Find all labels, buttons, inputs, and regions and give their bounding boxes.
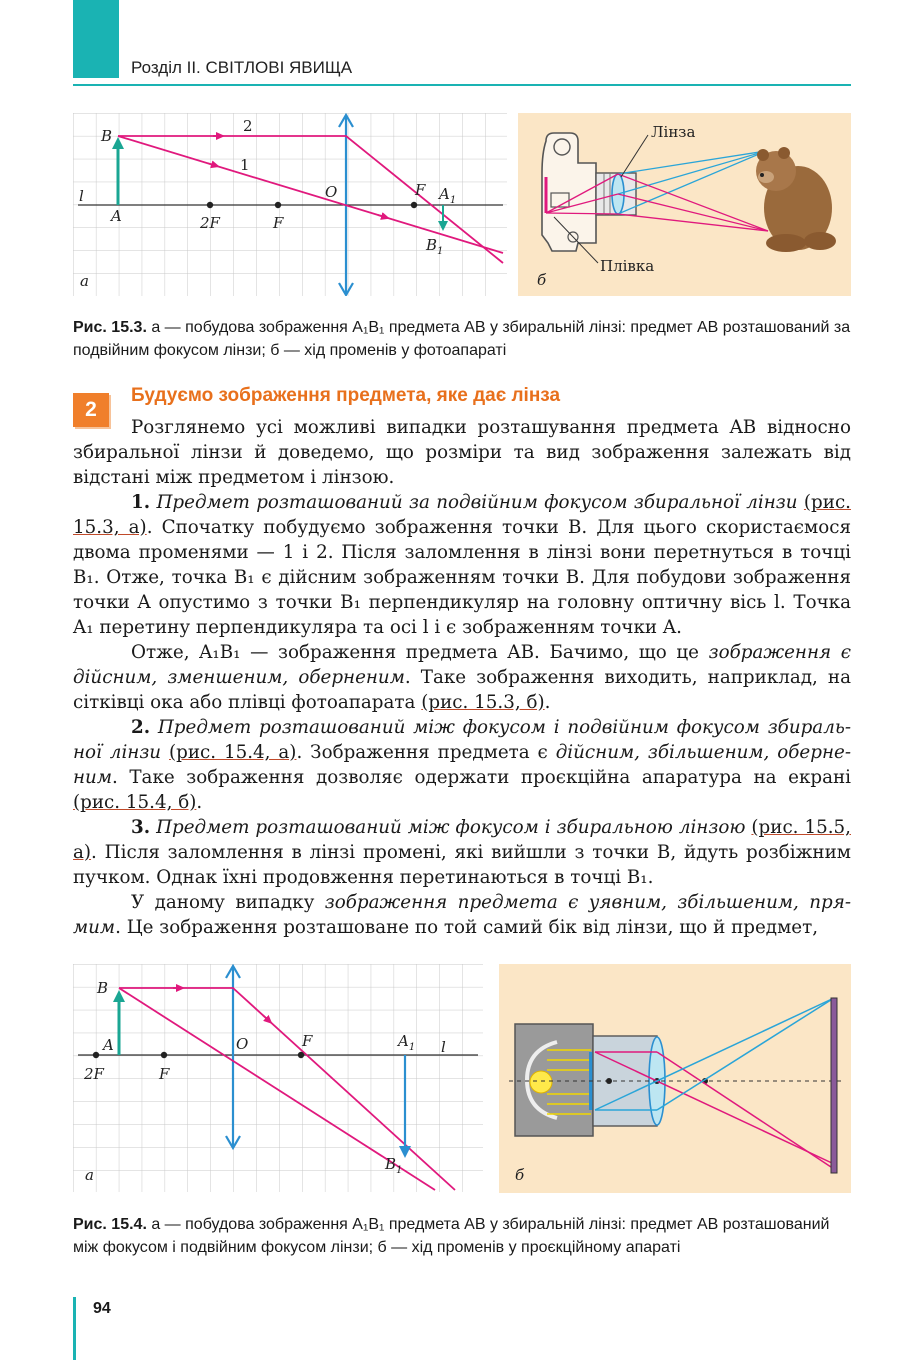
paragraph-case-3-result: У даному випадку зображення предмета є уявним, збільшеним, прямим. Це зображення розташоване по той самий бік від лінзи, що й предмет, [73, 892, 851, 938]
paragraph-case-1: 1. Предмет розташований за подвійним фокусом збиральної лінзи (рис. 15.3, а). Спочатку побудуємо зображення точки B. Для цього скористаємося двома променями — 1 і 2. Після заломлення в лінзі вони перетнуться в точці B₁. Отже, точка B₁ є дійсним зображенням точки B. Для побудови зображення точки A опустимо з точки B₁ перпендикуляр на головну оптичну вісь l. Точка A₁ перетину перпендикуляра та осі l і є зображенням точки A. [73, 492, 851, 638]
label-a: а [80, 272, 89, 290]
paragraph-case-1-result: Отже, A₁B₁ — зображення предмета AB. Бачимо, що це зображення є дійсним, зменшеним, оберненим. Таке зображення виходить, наприклад, на сітківці ока або плівці фотоапарата (рис. 15.3, б). [73, 642, 851, 713]
figure-15-4-a [73, 964, 483, 1192]
lamp-icon [530, 1071, 552, 1093]
label-b: б [537, 271, 547, 289]
figure-15-3-a [73, 113, 507, 296]
label-B1: $B_1$ [385, 1155, 403, 1176]
ray-diagram-15-4 [73, 964, 483, 1192]
page-number: 94 [93, 1300, 111, 1317]
header-rule [73, 84, 851, 86]
chapter-tab [73, 0, 119, 78]
label-O: O [236, 1035, 249, 1053]
label-lens: Лінза [651, 123, 696, 141]
body-text [73, 415, 851, 940]
label-F-left: F [273, 214, 284, 232]
label-F-right: F [415, 181, 426, 199]
label-l: l [441, 1038, 446, 1056]
section-title: Будуємо зображення предмета, яке дає лінза [131, 385, 561, 406]
label-B: B [101, 127, 113, 145]
ref-fig-15-3-b[interactable]: (рис. 15.3, б) [421, 692, 545, 713]
paragraph-case-3: 3. Предмет розташований між фокусом і збиральною лінзою (рис. 15.5, а). Після заломлення в лінзі промені, які вийшли з точки B, йдуть розбіжним пучком. Однак їхні продовження перетинаються в точці B₁. [73, 817, 851, 888]
figure-15-4-b [499, 964, 851, 1193]
label-a: а [85, 1166, 94, 1184]
label-O: O [325, 183, 338, 201]
paragraph-intro: Розглянемо усі можливі випадки розташування предмета AB відносно збиральної лінзи й доведемо, що розміри та вид зображення залежать від відстані між предметом і лінзою. [73, 417, 851, 488]
section-number: 2 [73, 393, 109, 427]
ref-fig-15-4-b[interactable]: (рис. 15.4, б) [73, 792, 197, 813]
caption-15-4 [73, 1213, 851, 1259]
label-2F: 2F [200, 214, 220, 232]
label-ray-2: 2 [243, 117, 253, 135]
ray-diagram-15-3 [73, 113, 507, 296]
caption-15-3-text: а — побудова зображення A₁B₁ предмета AB у збиральній лінзі: предмет AB розташований за подвійним фокусом лінзи; б — хід променів у фотоапараті [73, 319, 851, 359]
label-A1: $A_1$ [398, 1032, 416, 1053]
ref-fig-15-3-a[interactable]: (рис. 15.3, а) [73, 492, 851, 538]
label-F-right: F [302, 1032, 313, 1050]
ref-fig-15-5-a[interactable]: (рис. 15.5, а) [73, 817, 851, 863]
label-film: Плівка [600, 257, 655, 275]
projector-illustration [499, 964, 851, 1193]
paragraph-case-2: 2. Предмет розташований між фокусом і подвійним фокусом збиральної лінзи (рис. 15.4, а). Зображення предмета є дійсним, збільшеним, оберненим. Таке зображення дозволяє одержати проєкційна апаратура на екрані (рис. 15.4, б). [73, 717, 851, 813]
caption-15-4-text: а — побудова зображення A₁B₁ предмета AB у збиральній лінзі: предмет AB розташований між фокусом і подвійним фокусом лінзи; б — хід променів у проєкційному апараті [73, 1216, 830, 1256]
label-B: B [97, 979, 109, 997]
screen-icon [831, 998, 837, 1173]
caption-15-3 [73, 316, 851, 362]
label-2F: 2F [84, 1065, 104, 1083]
caption-15-4-prefix: Рис. 15.4. [73, 1216, 147, 1233]
camera-illustration [518, 113, 851, 296]
label-b: б [515, 1166, 525, 1184]
label-ray-1: 1 [240, 156, 250, 174]
label-B1: $B_1$ [426, 236, 444, 257]
label-A: A [103, 1036, 114, 1054]
page-number-bar [73, 1297, 76, 1360]
label-F-left: F [159, 1065, 170, 1083]
figure-15-3-b [518, 113, 851, 296]
label-A1: $A_1$ [439, 185, 457, 206]
caption-15-3-prefix: Рис. 15.3. [73, 319, 147, 336]
chapter-header: Розділ II. СВІТЛОВІ ЯВИЩА [131, 58, 353, 77]
ref-fig-15-4-a[interactable]: (рис. 15.4, а) [169, 742, 297, 763]
label-A: A [111, 207, 122, 225]
label-l: l [79, 187, 84, 205]
